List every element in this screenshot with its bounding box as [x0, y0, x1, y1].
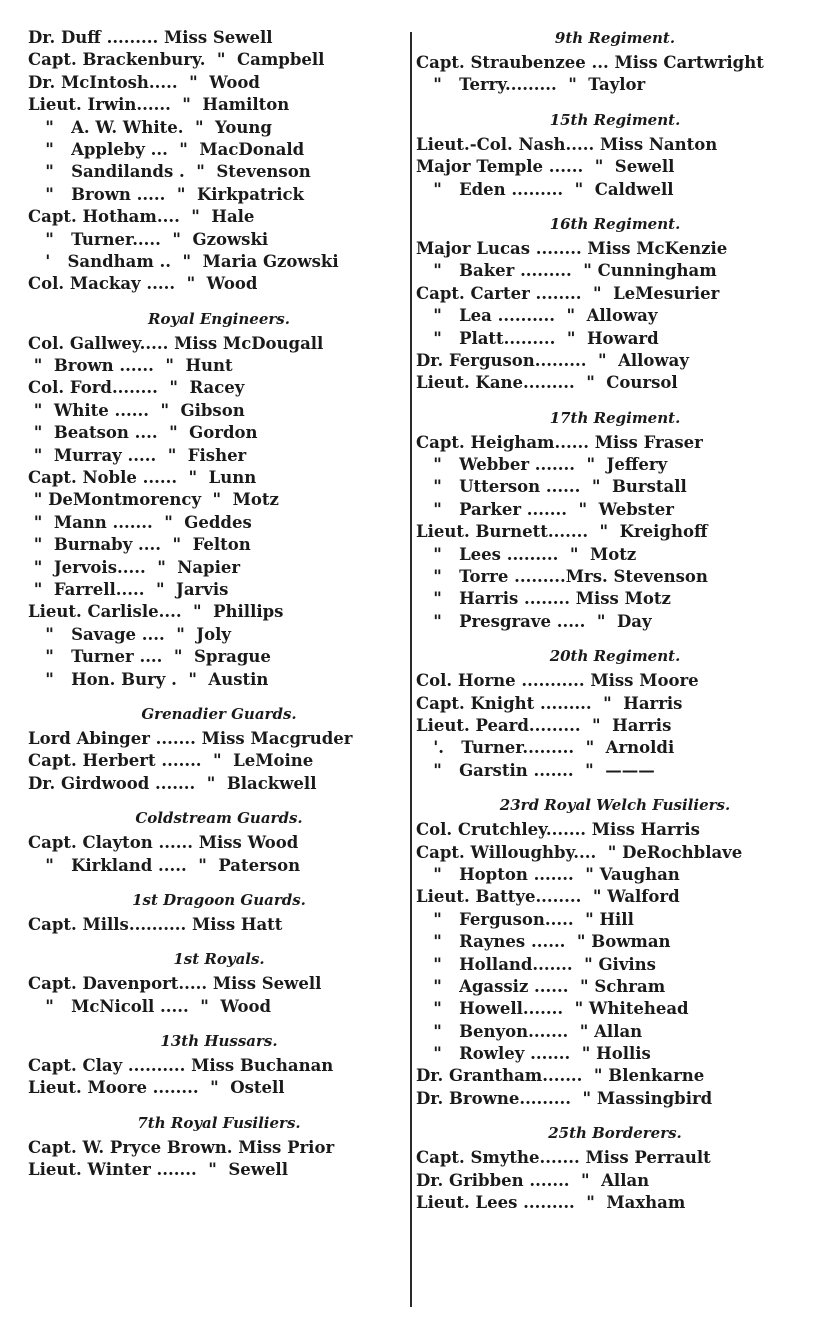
roster-entry: " Appleby ... " MacDonald	[28, 139, 305, 159]
roster-entry: Col. Ford........ " Racey	[28, 378, 245, 398]
roster-section	[28, 1112, 410, 1182]
roster-entry: " White ...... " Gibson	[28, 400, 245, 420]
roster-entry: Dr. Duff ......... Miss Sewell	[28, 28, 273, 47]
roster-entry: Col. Mackay ..... " Wood	[28, 274, 258, 294]
roster-entry: " Benyon....... " Allan	[416, 1021, 643, 1041]
section-heading: 17th Regiment.	[549, 408, 681, 427]
roster-entry: Capt. Mills.......... Miss Hatt	[28, 914, 283, 934]
roster-entry: " Sandilands . " Stevenson	[28, 162, 311, 182]
section-heading: Grenadier Guards.	[141, 704, 297, 723]
roster-entry: Capt. Brackenbury. " Campbell	[28, 50, 325, 70]
section-heading: 23rd Royal Welch Fusiliers.	[499, 796, 731, 815]
roster-entry: Lieut. Battye........ " Walford	[416, 887, 680, 907]
roster-entry: Capt. Knight ......... " Harris	[416, 693, 683, 713]
roster-entry: Dr. Grantham....... " Blenkarne	[416, 1066, 705, 1086]
roster-entry: " Utterson ...... " Burstall	[416, 477, 687, 497]
roster-entry: Lieut. Peard......... " Harris	[416, 715, 672, 735]
roster-entry: " Platt......... " Howard	[416, 328, 659, 348]
section-heading: 16th Regiment.	[549, 214, 681, 233]
roster-entry: Col. Gallwey..... Miss McDougall	[28, 333, 324, 353]
roster-section	[416, 213, 814, 395]
roster-entry: " Farrell..... " Jarvis	[28, 579, 229, 599]
roster-entry: " McNicoll ..... " Wood	[28, 996, 272, 1016]
roster-section	[28, 1030, 410, 1100]
roster-entry: Col. Horne ........... Miss Moore	[416, 671, 699, 691]
roster-entry: " DeMontmorency " Motz	[28, 490, 279, 510]
roster-entry: Capt. Noble ...... " Lunn	[28, 468, 257, 488]
roster-entry: Dr. McIntosh..... " Wood	[28, 72, 260, 92]
roster-entry: " Murray ..... " Fisher	[28, 445, 247, 465]
roster-entry: " Rowley ....... " Hollis	[416, 1044, 651, 1064]
section-heading: 1st Royals.	[173, 950, 265, 969]
right-column	[416, 27, 814, 1214]
roster-entry: " Hon. Bury . " Austin	[28, 669, 269, 689]
column-divider	[410, 32, 412, 1307]
roster-entry: " Presgrave ..... " Day	[416, 611, 652, 631]
roster-entry: Lieut.-Col. Nash..... Miss Nanton	[416, 134, 718, 154]
roster-entry: " Lees ......... " Motz	[416, 544, 637, 564]
roster-entry: " Turner..... " Gzowski	[28, 229, 269, 249]
roster-entry: " Savage .... " Joly	[28, 624, 231, 644]
roster-entry: Lieut. Burnett....... " Kreighoff	[416, 522, 708, 542]
roster-entry: " Brown ...... " Hunt	[28, 356, 233, 376]
roster-entry: Capt. Herbert ....... " LeMoine	[28, 751, 314, 771]
roster-entry: Lieut. Lees ......... " Maxham	[416, 1193, 686, 1213]
roster-entry: " Harris ........ Miss Motz	[416, 589, 671, 609]
roster-section	[416, 1122, 814, 1214]
roster-entry: Dr. Ferguson......... " Alloway	[416, 350, 689, 370]
roster-entry: ' Sandham .. " Maria Gzowski	[28, 251, 339, 271]
section-heading: 7th Royal Fusiliers.	[137, 1113, 301, 1132]
roster-entry: Lieut. Winter ....... " Sewell	[28, 1160, 288, 1180]
section-heading: Royal Engineers.	[148, 309, 290, 328]
roster-entry: Capt. Heigham...... Miss Fraser	[416, 432, 703, 452]
roster-entry: Dr. Gribben ....... " Allan	[416, 1170, 650, 1190]
section-heading: Coldstream Guards.	[135, 809, 303, 828]
roster-entry: " Ferguson..... " Hill	[416, 909, 634, 929]
roster-entry: Capt. Straubenzee ... Miss Cartwright	[416, 53, 764, 72]
roster-entry: " Raynes ...... " Bowman	[416, 932, 671, 952]
roster-entry: " Hopton ....... " Vaughan	[416, 864, 680, 884]
roster-entry: " Burnaby .... " Felton	[28, 535, 251, 555]
left-column	[28, 27, 410, 1182]
roster-section	[28, 703, 410, 795]
roster-entry: Col. Crutchley....... Miss Harris	[416, 820, 700, 840]
roster-section	[28, 948, 410, 1018]
roster-entry: Lord Abinger ....... Miss Macgruder	[28, 728, 353, 748]
roster-entry: " Howell....... " Whitehead	[416, 999, 689, 1019]
roster-entry: Capt. Smythe....... Miss Perrault	[416, 1148, 711, 1168]
roster-entry: Dr. Browne......... " Massingbird	[416, 1088, 713, 1108]
roster-section	[416, 794, 814, 1110]
roster-entry: Dr. Girdwood ....... " Blackwell	[28, 773, 317, 793]
roster-entry: " Webber ....... " Jeffery	[416, 455, 668, 475]
roster-entry: Major Temple ...... " Sewell	[416, 157, 675, 177]
roster-section	[28, 889, 410, 936]
roster-entry: Major Lucas ........ Miss McKenzie	[416, 238, 728, 258]
roster-entry: " Terry......... " Taylor	[416, 75, 646, 95]
roster-section	[416, 407, 814, 634]
roster-section	[416, 645, 814, 782]
roster-section	[416, 109, 814, 201]
roster-entry: " Parker ....... " Webster	[416, 499, 674, 519]
roster-entry: " Holland....... " Givins	[416, 954, 656, 974]
roster-entry: " Baker ......... " Cunningham	[416, 261, 717, 281]
roster-entry: Capt. Hotham.... " Hale	[28, 207, 255, 227]
section-heading: 15th Regiment.	[549, 110, 681, 129]
roster-section	[28, 308, 410, 691]
roster-section	[28, 807, 410, 877]
roster-entry: " Brown ..... " Kirkpatrick	[28, 184, 304, 204]
roster-entry: Lieut. Irwin...... " Hamilton	[28, 95, 290, 115]
roster-entry: Capt. Carter ........ " LeMesurier	[416, 283, 720, 303]
roster-entry: " Lea .......... " Alloway	[416, 306, 658, 326]
roster-entry: " Turner .... " Sprague	[28, 647, 271, 667]
roster-entry: Lieut. Kane......... " Coursol	[416, 373, 678, 393]
section-heading: 20th Regiment.	[549, 647, 681, 666]
roster-entry: Lieut. Carlisle.... " Phillips	[28, 602, 284, 622]
roster-entry: " Mann ....... " Geddes	[28, 512, 252, 532]
roster-entry: " Garstin ....... " ———	[416, 760, 655, 780]
roster-entry: Capt. Clay .......... Miss Buchanan	[28, 1056, 334, 1076]
roster-section	[28, 27, 410, 296]
roster-entry: Capt. W. Pryce Brown. Miss Prior	[28, 1137, 335, 1157]
roster-entry: " Kirkland ..... " Paterson	[28, 855, 301, 875]
section-heading: 13th Hussars.	[160, 1032, 278, 1051]
roster-entry: " Agassiz ...... " Schram	[416, 976, 666, 996]
roster-entry: '. Turner......... " Arnoldi	[416, 738, 675, 758]
roster-entry: " Beatson .... " Gordon	[28, 423, 258, 443]
roster-entry: " A. W. White. " Young	[28, 117, 272, 137]
roster-entry: Capt. Clayton ...... Miss Wood	[28, 833, 299, 853]
roster-section	[416, 27, 814, 97]
section-heading: 1st Dragoon Guards.	[132, 890, 306, 909]
roster-entry: Lieut. Moore ........ " Ostell	[28, 1078, 285, 1098]
section-heading: 25th Borderers.	[548, 1124, 682, 1143]
roster-entry: " Jervois..... " Napier	[28, 557, 241, 577]
roster-entry: " Torre .........Mrs. Stevenson	[416, 567, 708, 587]
roster-entry: Capt. Willoughby.... " DeRochblave	[416, 842, 743, 862]
roster-entry: " Eden ......... " Caldwell	[416, 179, 674, 199]
roster-entry: Capt. Davenport..... Miss Sewell	[28, 974, 322, 994]
section-heading: 9th Regiment.	[554, 29, 676, 47]
